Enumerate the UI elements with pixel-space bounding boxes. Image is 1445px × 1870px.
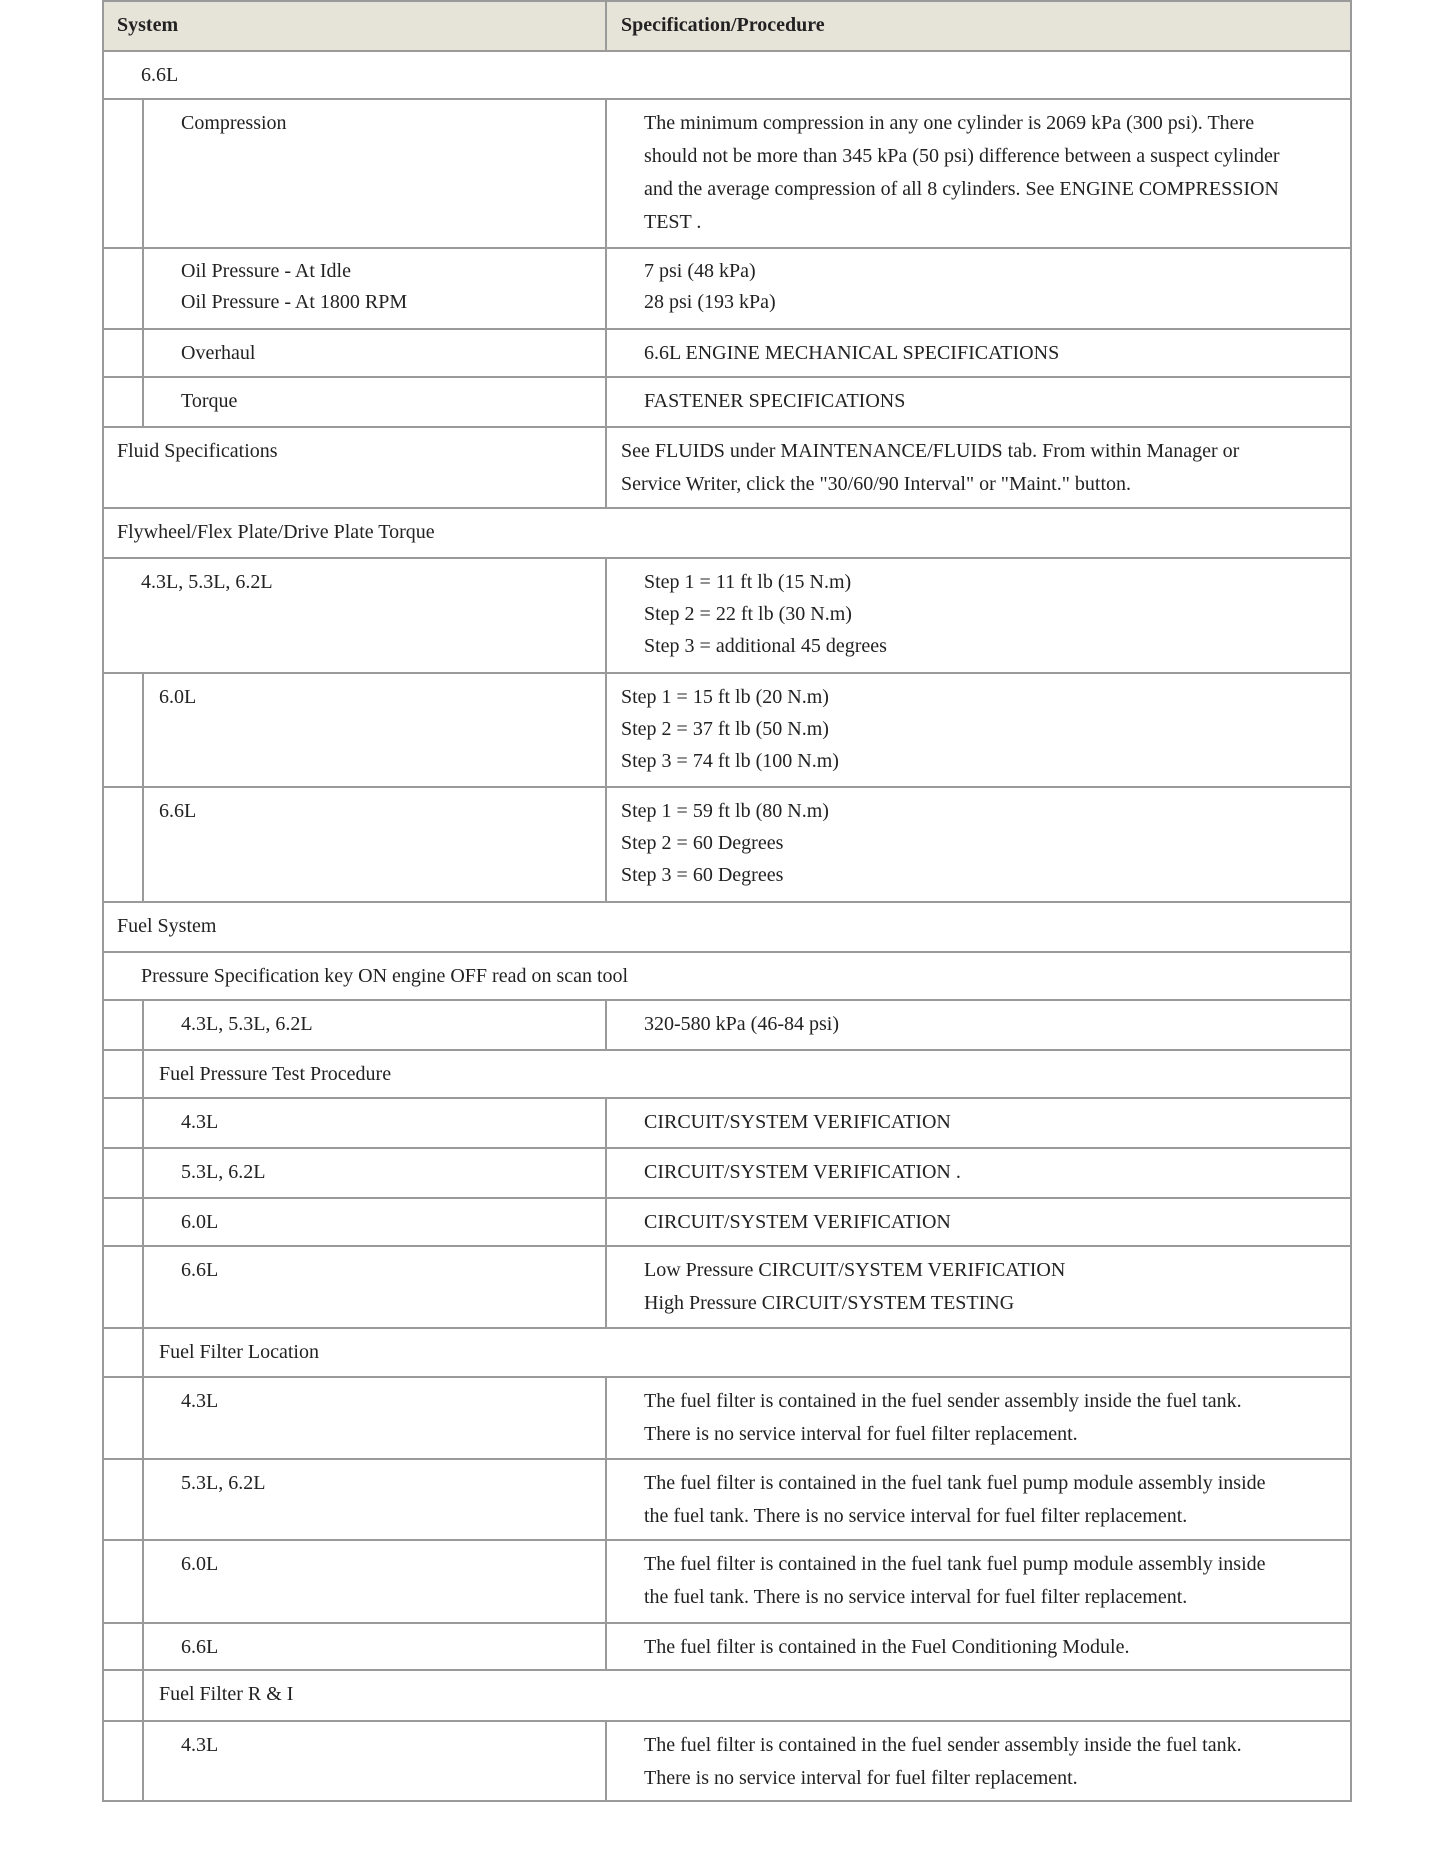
system-line: Oil Pressure - At Idle [181, 260, 351, 282]
indent-bar [104, 1378, 144, 1458]
system-line: Fluid Specifications [117, 440, 278, 462]
table-row [104, 1376, 1350, 1458]
table-row [104, 1720, 1350, 1802]
table-row [104, 951, 1350, 999]
spec-link[interactable]: CIRCUIT/SYSTEM VERIFICATION [644, 1111, 951, 1133]
spec-line: Step 1 = 15 ft lb (20 N.m) [621, 686, 829, 708]
system-cell [144, 378, 607, 426]
indent-bar [104, 1541, 144, 1622]
indent-bar [104, 1099, 144, 1147]
spec-cell [607, 1099, 1350, 1147]
indent-bar [104, 1671, 144, 1720]
table-row [104, 901, 1350, 951]
section-label: Pressure Specification key ON engine OFF read on scan tool [141, 965, 629, 987]
indent-bar [104, 1247, 144, 1327]
system-cell [144, 1624, 607, 1669]
indent-bar [104, 378, 144, 426]
system-cell [144, 674, 607, 786]
table-row [104, 376, 1350, 426]
table-row [104, 1458, 1350, 1539]
indent-bar [104, 1149, 144, 1197]
system-cell [144, 1460, 607, 1539]
section-label: Fuel Filter Location [159, 1341, 319, 1363]
system-line: Oil Pressure - At 1800 RPM [181, 291, 408, 313]
table-row [104, 999, 1350, 1049]
indent-bar [104, 1199, 144, 1245]
table-row [104, 786, 1350, 901]
spec-cell [607, 1247, 1350, 1327]
spec-link[interactable]: High Pressure CIRCUIT/SYSTEM TESTING [644, 1292, 1015, 1314]
spec-line: Step 2 = 22 ft lb (30 N.m) [644, 603, 852, 625]
system-cell [144, 1149, 607, 1197]
indent-bar [104, 330, 144, 376]
spec-link[interactable]: CIRCUIT/SYSTEM VERIFICATION . [644, 1161, 961, 1183]
system-line: Compression [181, 112, 287, 134]
section-label: Fuel Pressure Test Procedure [159, 1063, 392, 1085]
table-row [104, 1197, 1350, 1245]
spec-link[interactable]: CIRCUIT/SYSTEM VERIFICATION [644, 1211, 951, 1233]
system-line: 5.3L, 6.2L [181, 1161, 266, 1183]
spec-line: The fuel filter is contained in the fuel tank fuel pump module assembly inside [644, 1472, 1266, 1494]
spec-line: 28 psi (193 kPa) [644, 291, 776, 313]
spec-line: Step 2 = 60 Degrees [621, 832, 784, 854]
table-row [104, 328, 1350, 376]
spec-cell [607, 674, 1350, 786]
indent-bar [104, 1051, 144, 1097]
spec-cell [607, 1378, 1350, 1458]
spec-cell [607, 1722, 1350, 1800]
table-row [104, 557, 1350, 672]
system-line: 4.3L [181, 1734, 219, 1756]
spec-line: Step 1 = 59 ft lb (80 N.m) [621, 800, 829, 822]
table-row [104, 1245, 1350, 1327]
system-cell [144, 788, 607, 901]
spec-line: The fuel filter is contained in the fuel sender assembly inside the fuel tank. [644, 1390, 1242, 1412]
table-row [104, 50, 1350, 98]
spec-line: The minimum compression in any one cylinder is 2069 kPa (300 psi). There [644, 112, 1255, 134]
system-line: 6.0L [159, 686, 197, 708]
indent-bar [104, 1329, 144, 1376]
system-line: 4.3L, 5.3L, 6.2L [141, 571, 273, 593]
system-cell [144, 1099, 607, 1147]
table-row [104, 1669, 1350, 1720]
system-cell [144, 1378, 607, 1458]
indent-bar [104, 249, 144, 328]
system-cell [104, 559, 607, 672]
spec-line: The fuel filter is contained in the fuel sender assembly inside the fuel tank. [644, 1734, 1242, 1756]
spec-line: The fuel filter is contained in the Fuel Conditioning Module. [644, 1636, 1130, 1658]
spec-line: There is no service interval for fuel filter replacement. [644, 1767, 1078, 1789]
spec-cell [607, 1149, 1350, 1197]
indent-bar [104, 1722, 144, 1800]
spec-cell [607, 330, 1350, 376]
spec-line: the fuel tank. There is no service interval for fuel filter replacement. [644, 1586, 1188, 1608]
system-line: 6.0L [181, 1553, 219, 1575]
system-line: 4.3L [181, 1390, 219, 1412]
system-cell [144, 1199, 607, 1245]
system-line: 4.3L [181, 1111, 219, 1133]
table-row [104, 247, 1350, 328]
table-row [104, 1327, 1350, 1376]
spec-link[interactable]: 6.6L ENGINE MECHANICAL SPECIFICATIONS [644, 342, 1060, 364]
table-row [104, 1097, 1350, 1147]
indent-bar [104, 674, 144, 786]
system-cell [144, 1722, 607, 1800]
spec-line: Step 2 = 37 ft lb (50 N.m) [621, 718, 829, 740]
system-cell [144, 100, 607, 247]
section-label: Fuel System [117, 915, 217, 937]
spec-line: 7 psi (48 kPa) [644, 260, 756, 282]
table-header-row [104, 0, 1350, 50]
indent-bar [104, 100, 144, 247]
system-cell [144, 1001, 607, 1049]
spec-line: the fuel tank. There is no service interval for fuel filter replacement. [644, 1505, 1188, 1527]
table-row [104, 98, 1350, 247]
spec-line: The fuel filter is contained in the fuel tank fuel pump module assembly inside [644, 1553, 1266, 1575]
header-spec: Specification/Procedure [621, 14, 825, 36]
system-cell [104, 428, 607, 507]
spec-line: Step 3 = 60 Degrees [621, 864, 784, 886]
spec-cell [607, 249, 1350, 328]
system-line: Overhaul [181, 342, 256, 364]
spec-line: and the average compression of all 8 cylinders. See ENGINE COMPRESSION [644, 178, 1279, 200]
spec-link[interactable]: Low Pressure CIRCUIT/SYSTEM VERIFICATION [644, 1259, 1066, 1281]
spec-cell [607, 559, 1350, 672]
table-row [104, 507, 1350, 557]
table-row [104, 1539, 1350, 1622]
spec-cell [607, 788, 1350, 901]
system-line: 6.0L [181, 1211, 219, 1233]
section-label: 6.6L [141, 64, 179, 86]
table-row [104, 1049, 1350, 1097]
system-cell [144, 330, 607, 376]
spec-cell [607, 1624, 1350, 1669]
indent-bar [104, 1460, 144, 1539]
indent-bar [104, 1001, 144, 1049]
spec-cell [607, 1541, 1350, 1622]
spec-link[interactable]: FASTENER SPECIFICATIONS [644, 390, 906, 412]
spec-line: 320-580 kPa (46-84 psi) [644, 1013, 839, 1035]
spec-cell [607, 428, 1350, 507]
table-row [104, 1147, 1350, 1197]
system-line: Torque [181, 390, 238, 412]
indent-bar [104, 788, 144, 901]
spec-line: There is no service interval for fuel filter replacement. [644, 1423, 1078, 1445]
section-label: Fuel Filter R & I [159, 1683, 294, 1705]
spec-cell [607, 1199, 1350, 1245]
system-line: 4.3L, 5.3L, 6.2L [181, 1013, 313, 1035]
spec-line: Step 3 = additional 45 degrees [644, 635, 887, 657]
spec-line: Step 3 = 74 ft lb (100 N.m) [621, 750, 839, 772]
system-cell [144, 249, 607, 328]
system-cell [144, 1541, 607, 1622]
spec-line: Step 1 = 11 ft lb (15 N.m) [644, 571, 852, 593]
system-cell [144, 1247, 607, 1327]
spec-line: TEST . [644, 211, 702, 233]
spec-cell [607, 1001, 1350, 1049]
indent-bar [104, 1624, 144, 1669]
spec-line: Service Writer, click the "30/60/90 Interval" or "Maint." button. [621, 473, 1131, 495]
header-system: System [104, 2, 607, 50]
table-row [104, 1622, 1350, 1669]
spec-cell [607, 1460, 1350, 1539]
table-row [104, 426, 1350, 507]
system-line: 6.6L [159, 800, 197, 822]
table-row [104, 672, 1350, 786]
spec-table [102, 0, 1352, 1802]
spec-line: should not be more than 345 kPa (50 psi) difference between a suspect cylinder [644, 145, 1280, 167]
spec-line: See FLUIDS under MAINTENANCE/FLUIDS tab. From within Manager or [621, 440, 1240, 462]
system-line: 6.6L [181, 1259, 219, 1281]
section-label: Flywheel/Flex Plate/Drive Plate Torque [117, 521, 435, 543]
system-line: 5.3L, 6.2L [181, 1472, 266, 1494]
system-line: 6.6L [181, 1636, 219, 1658]
spec-cell [607, 100, 1350, 247]
spec-cell [607, 378, 1350, 426]
